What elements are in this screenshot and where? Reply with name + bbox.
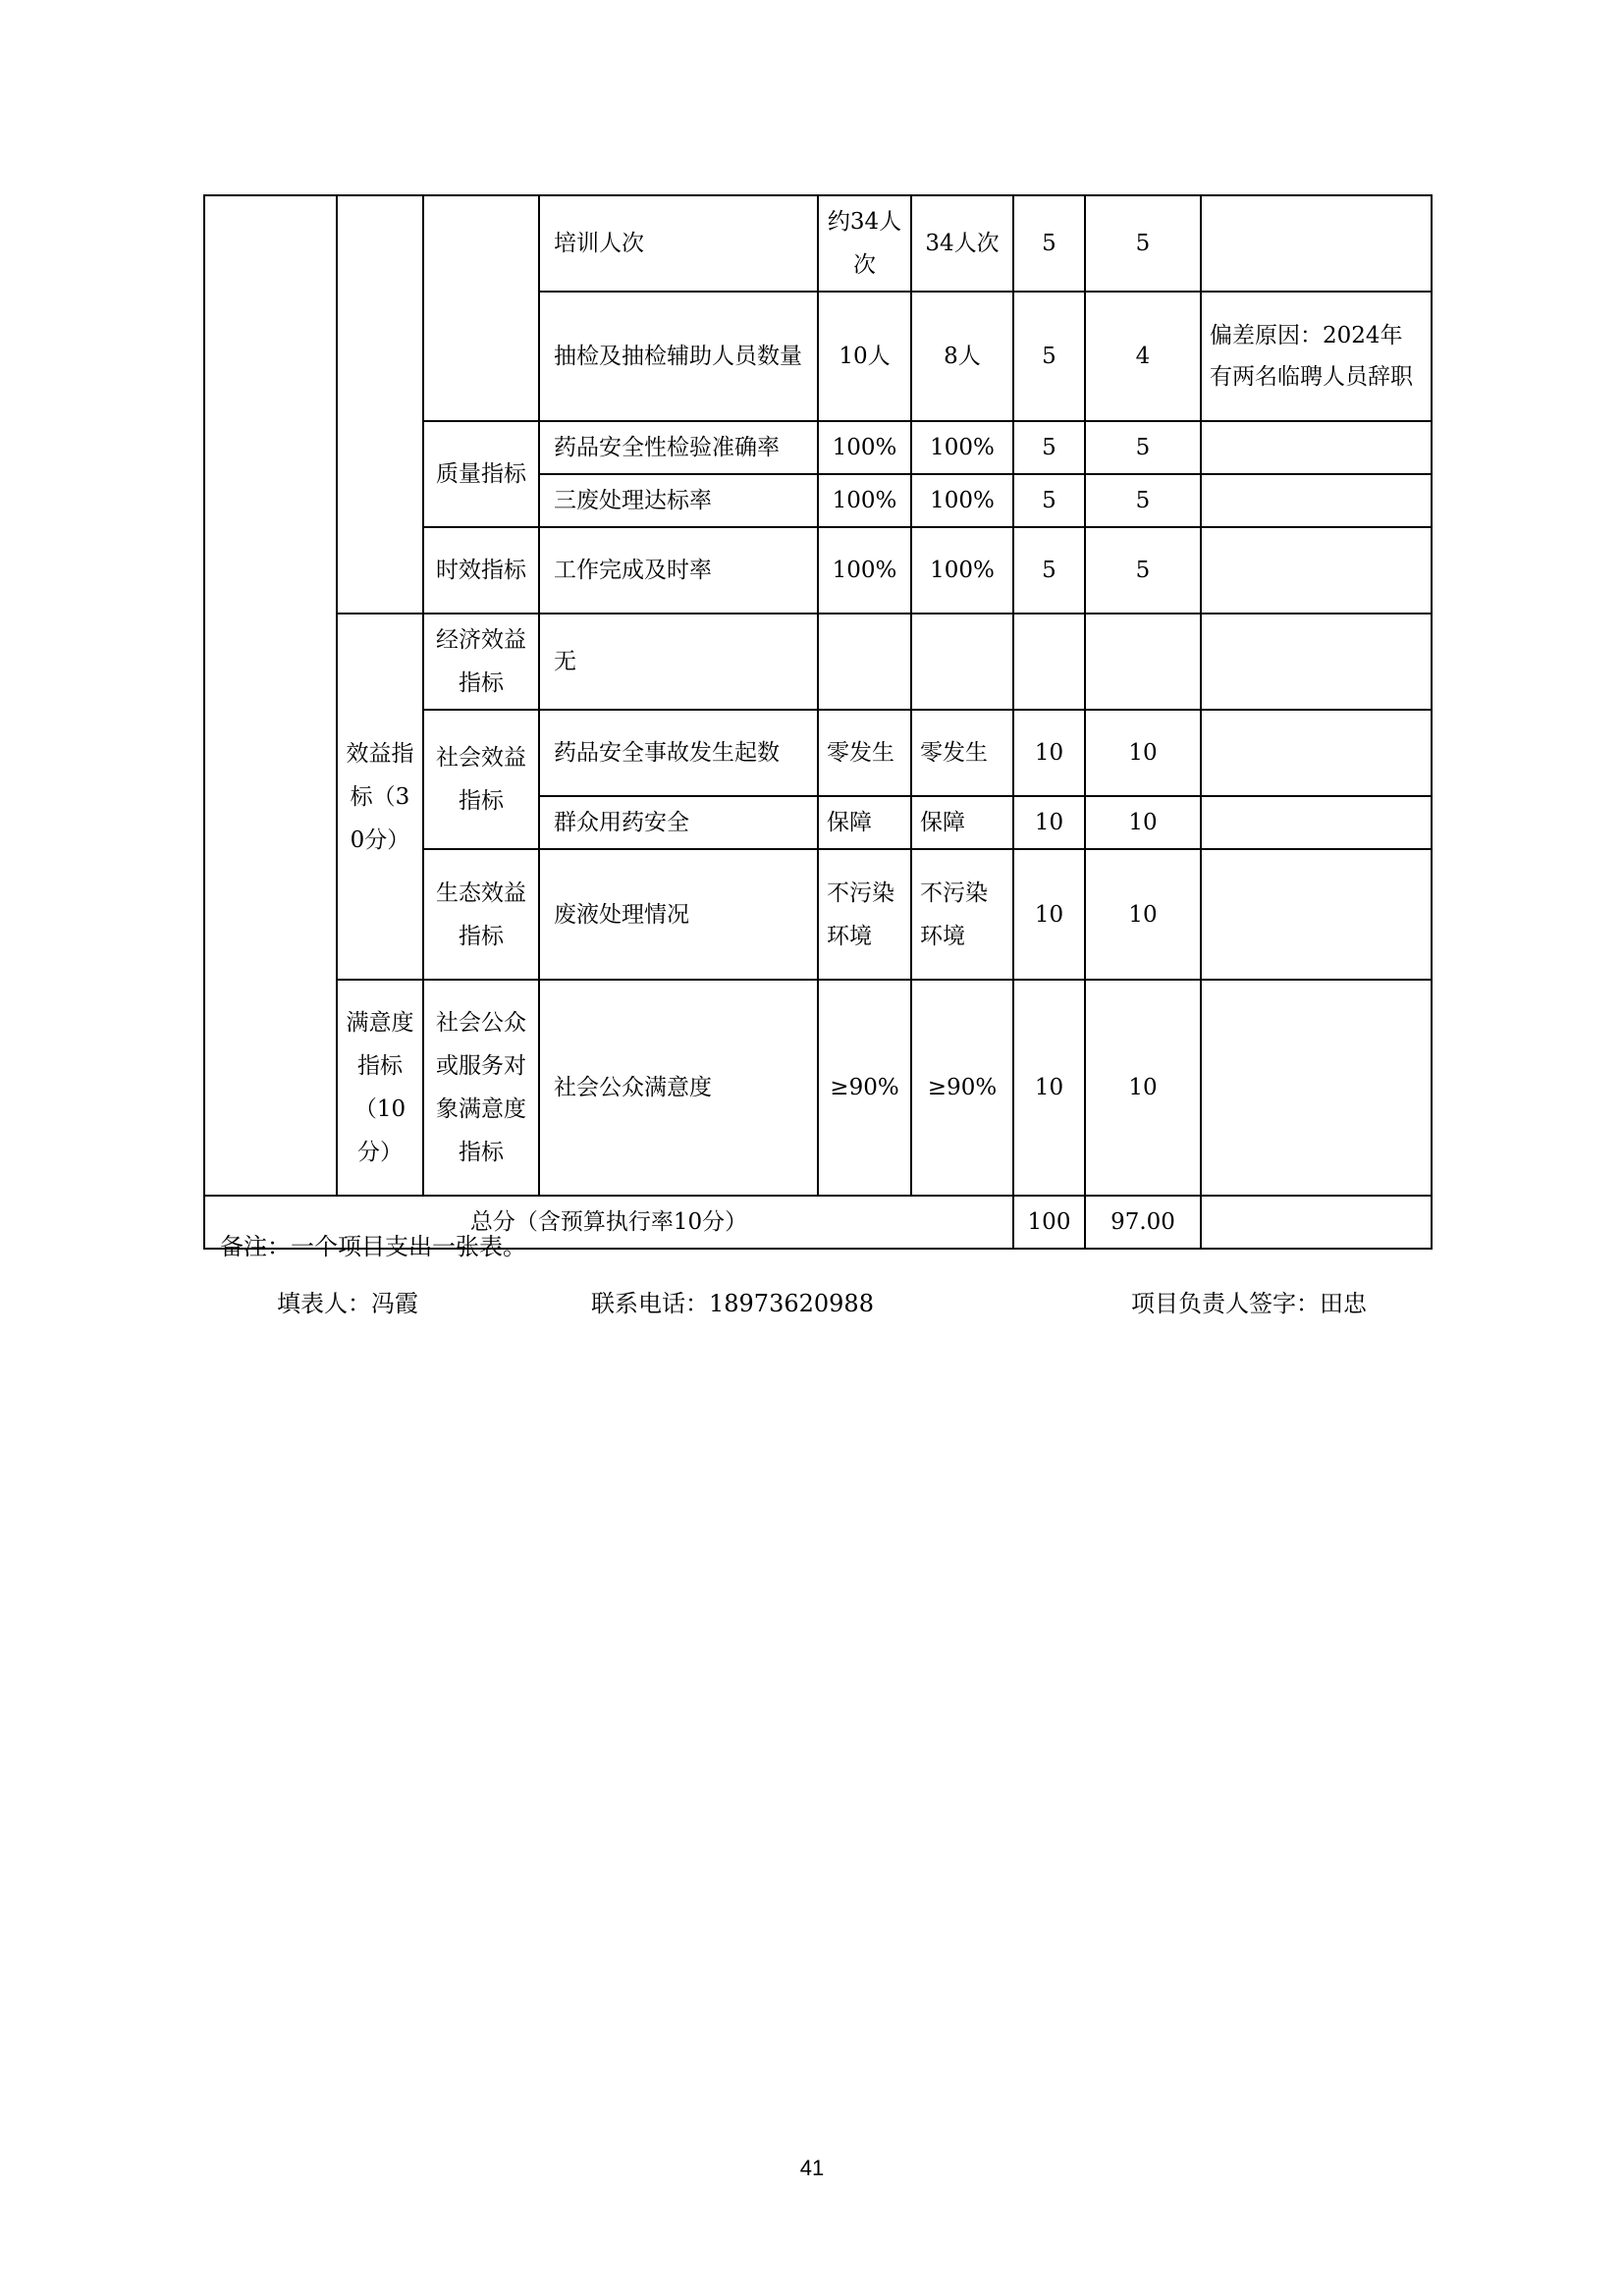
indicator-cell: 无 [539,614,818,710]
target-cell: ≥90% [818,980,911,1196]
level1-cell: 效益指标（30分） [337,614,423,980]
actual-cell: 不污染环境 [911,849,1013,980]
score-cell: 5 [1085,421,1201,474]
score-cell: 5 [1085,474,1201,527]
target-cell: 约34人次 [818,195,911,292]
note-cell [1201,195,1432,292]
indicator-cell: 三废处理达标率 [539,474,818,527]
contact-phone: 联系电话：18973620988 [591,1290,874,1317]
indicator-cell: 药品安全性检验准确率 [539,421,818,474]
weight-cell: 10 [1013,710,1085,796]
weight-cell: 5 [1013,527,1085,614]
indicator-cell: 工作完成及时率 [539,527,818,614]
weight-cell: 5 [1013,474,1085,527]
level2-cell: 时效指标 [423,527,539,614]
indicator-cell: 抽检及抽检辅助人员数量 [539,292,818,421]
note-cell [1201,796,1432,849]
level1-output-cell [337,195,423,614]
indicator-cell: 社会公众满意度 [539,980,818,1196]
note-cell [1201,527,1432,614]
note-cell [1201,421,1432,474]
target-cell: 100% [818,421,911,474]
weight-cell: 10 [1013,849,1085,980]
note-cell: 偏差原因：2024年有两名临聘人员辞职 [1201,292,1432,421]
actual-cell: 保障 [911,796,1013,849]
page-number: 41 [799,2156,825,2180]
indicator-cell: 废液处理情况 [539,849,818,980]
level2-cell: 质量指标 [423,421,539,527]
actual-cell [911,614,1013,710]
note-cell [1201,710,1432,796]
indicator-cell: 群众用药安全 [539,796,818,849]
level1-category-cell [204,195,337,1196]
weight-cell: 5 [1013,421,1085,474]
target-cell [818,614,911,710]
weight-cell: 5 [1013,195,1085,292]
score-cell: 5 [1085,195,1201,292]
actual-cell: 100% [911,527,1013,614]
level2-cell: 社会公众或服务对象满意度指标 [423,980,539,1196]
target-cell: 不污染环境 [818,849,911,980]
actual-cell: ≥90% [911,980,1013,1196]
project-leader-signature: 项目负责人签字：田忠 [1131,1290,1367,1317]
level2-quantity-cell [423,195,539,421]
weight-cell: 10 [1013,796,1085,849]
performance-table [203,194,1433,1250]
target-cell: 零发生 [818,710,911,796]
total-label-cell: 总分（含预算执行率10分） [204,1196,1013,1249]
actual-cell: 8人 [911,292,1013,421]
total-score-cell: 97.00 [1085,1196,1201,1249]
filler-name: 填表人：冯霞 [277,1290,418,1317]
indicator-cell: 培训人次 [539,195,818,292]
level2-cell: 生态效益指标 [423,849,539,980]
actual-cell: 100% [911,474,1013,527]
weight-cell: 10 [1013,980,1085,1196]
target-cell: 保障 [818,796,911,849]
level1-cell: 满意度指标（10分） [337,980,423,1196]
actual-cell: 34人次 [911,195,1013,292]
table-row [204,980,1432,1196]
score-cell: 5 [1085,527,1201,614]
target-cell: 100% [818,527,911,614]
score-cell: 10 [1085,980,1201,1196]
actual-cell: 100% [911,421,1013,474]
target-cell: 100% [818,474,911,527]
note-cell [1201,849,1432,980]
weight-cell [1013,614,1085,710]
total-note-cell [1201,1196,1432,1249]
note-cell [1201,474,1432,527]
actual-cell: 零发生 [911,710,1013,796]
note-cell [1201,614,1432,710]
score-cell: 4 [1085,292,1201,421]
remark-text: 备注：一个项目支出一张表。 [220,1233,526,1260]
score-cell: 10 [1085,796,1201,849]
level2-cell: 社会效益指标 [423,710,539,849]
table-row [204,614,1432,710]
score-cell [1085,614,1201,710]
total-weight-cell: 100 [1013,1196,1085,1249]
score-cell: 10 [1085,849,1201,980]
level2-cell: 经济效益指标 [423,614,539,710]
note-cell [1201,980,1432,1196]
score-cell: 10 [1085,710,1201,796]
table-row [204,195,1432,292]
indicator-cell: 药品安全事故发生起数 [539,710,818,796]
weight-cell: 5 [1013,292,1085,421]
target-cell: 10人 [818,292,911,421]
